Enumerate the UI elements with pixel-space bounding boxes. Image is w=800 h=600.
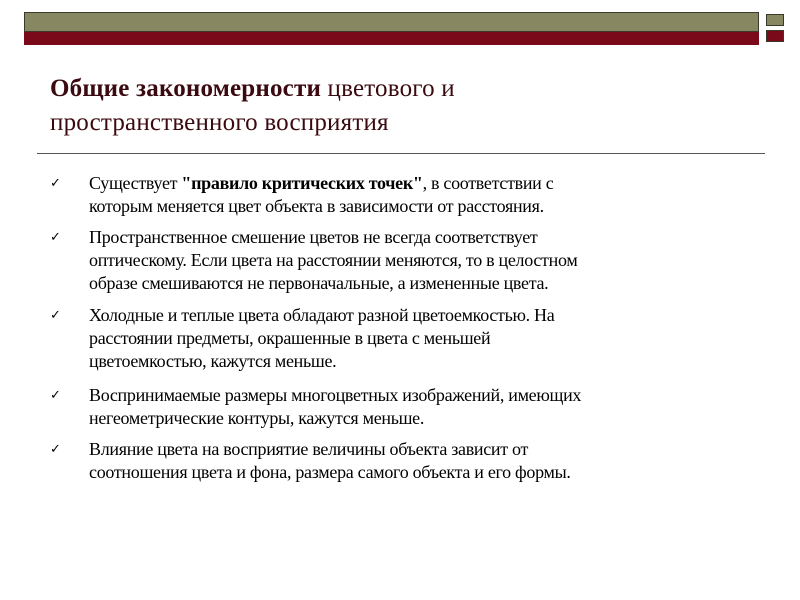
slide-title-bold: Общие закономерности (50, 75, 322, 102)
title-divider (37, 153, 765, 154)
checkmark-icon: ✓ (50, 308, 61, 323)
bullet-text (89, 172, 749, 218)
bullet-text: Воспринимаемые размеры многоцветных изображений, имеющих негеометрические контуры, кажутся меньше. (89, 385, 582, 428)
bullet-text-prefix: Существует (89, 173, 182, 193)
bullet-text-suffix: , в соответствии с которым меняется цвет объекта в зависимости от расстояния. (89, 173, 554, 216)
bullet-text: Пространственное смешение цветов не всегда соответствует оптическому. Если цвета на расстоянии меняются, то в целостном образе смешиваются не первоначальные, а измененные цвета. (89, 227, 578, 293)
corner-box-maroon (766, 30, 784, 42)
header-band-olive (24, 12, 759, 32)
bullet-text: Влияние цвета на восприятие величины объекта зависит от соотношения цвета и фона, размера самого объекта и его формы. (89, 439, 571, 482)
checkmark-icon: ✓ (50, 442, 61, 457)
checkmark-icon: ✓ (50, 176, 61, 191)
checkmark-icon: ✓ (50, 388, 61, 403)
bullet-text-bold: "правило критических точек" (181, 173, 423, 193)
bullet-text: Холодные и теплые цвета обладают разной цветоемкостью. На расстоянии предметы, окрашенные в цвета с меньшей цветоемкостью, кажутся меньше. (89, 305, 555, 371)
slide-title-line2: пространственного восприятия (50, 109, 389, 136)
slide-title (50, 72, 750, 140)
corner-box-olive (766, 14, 784, 26)
slide-title-rest: цветового и (321, 75, 455, 102)
header-band-maroon (24, 32, 759, 45)
checkmark-icon: ✓ (50, 230, 61, 245)
